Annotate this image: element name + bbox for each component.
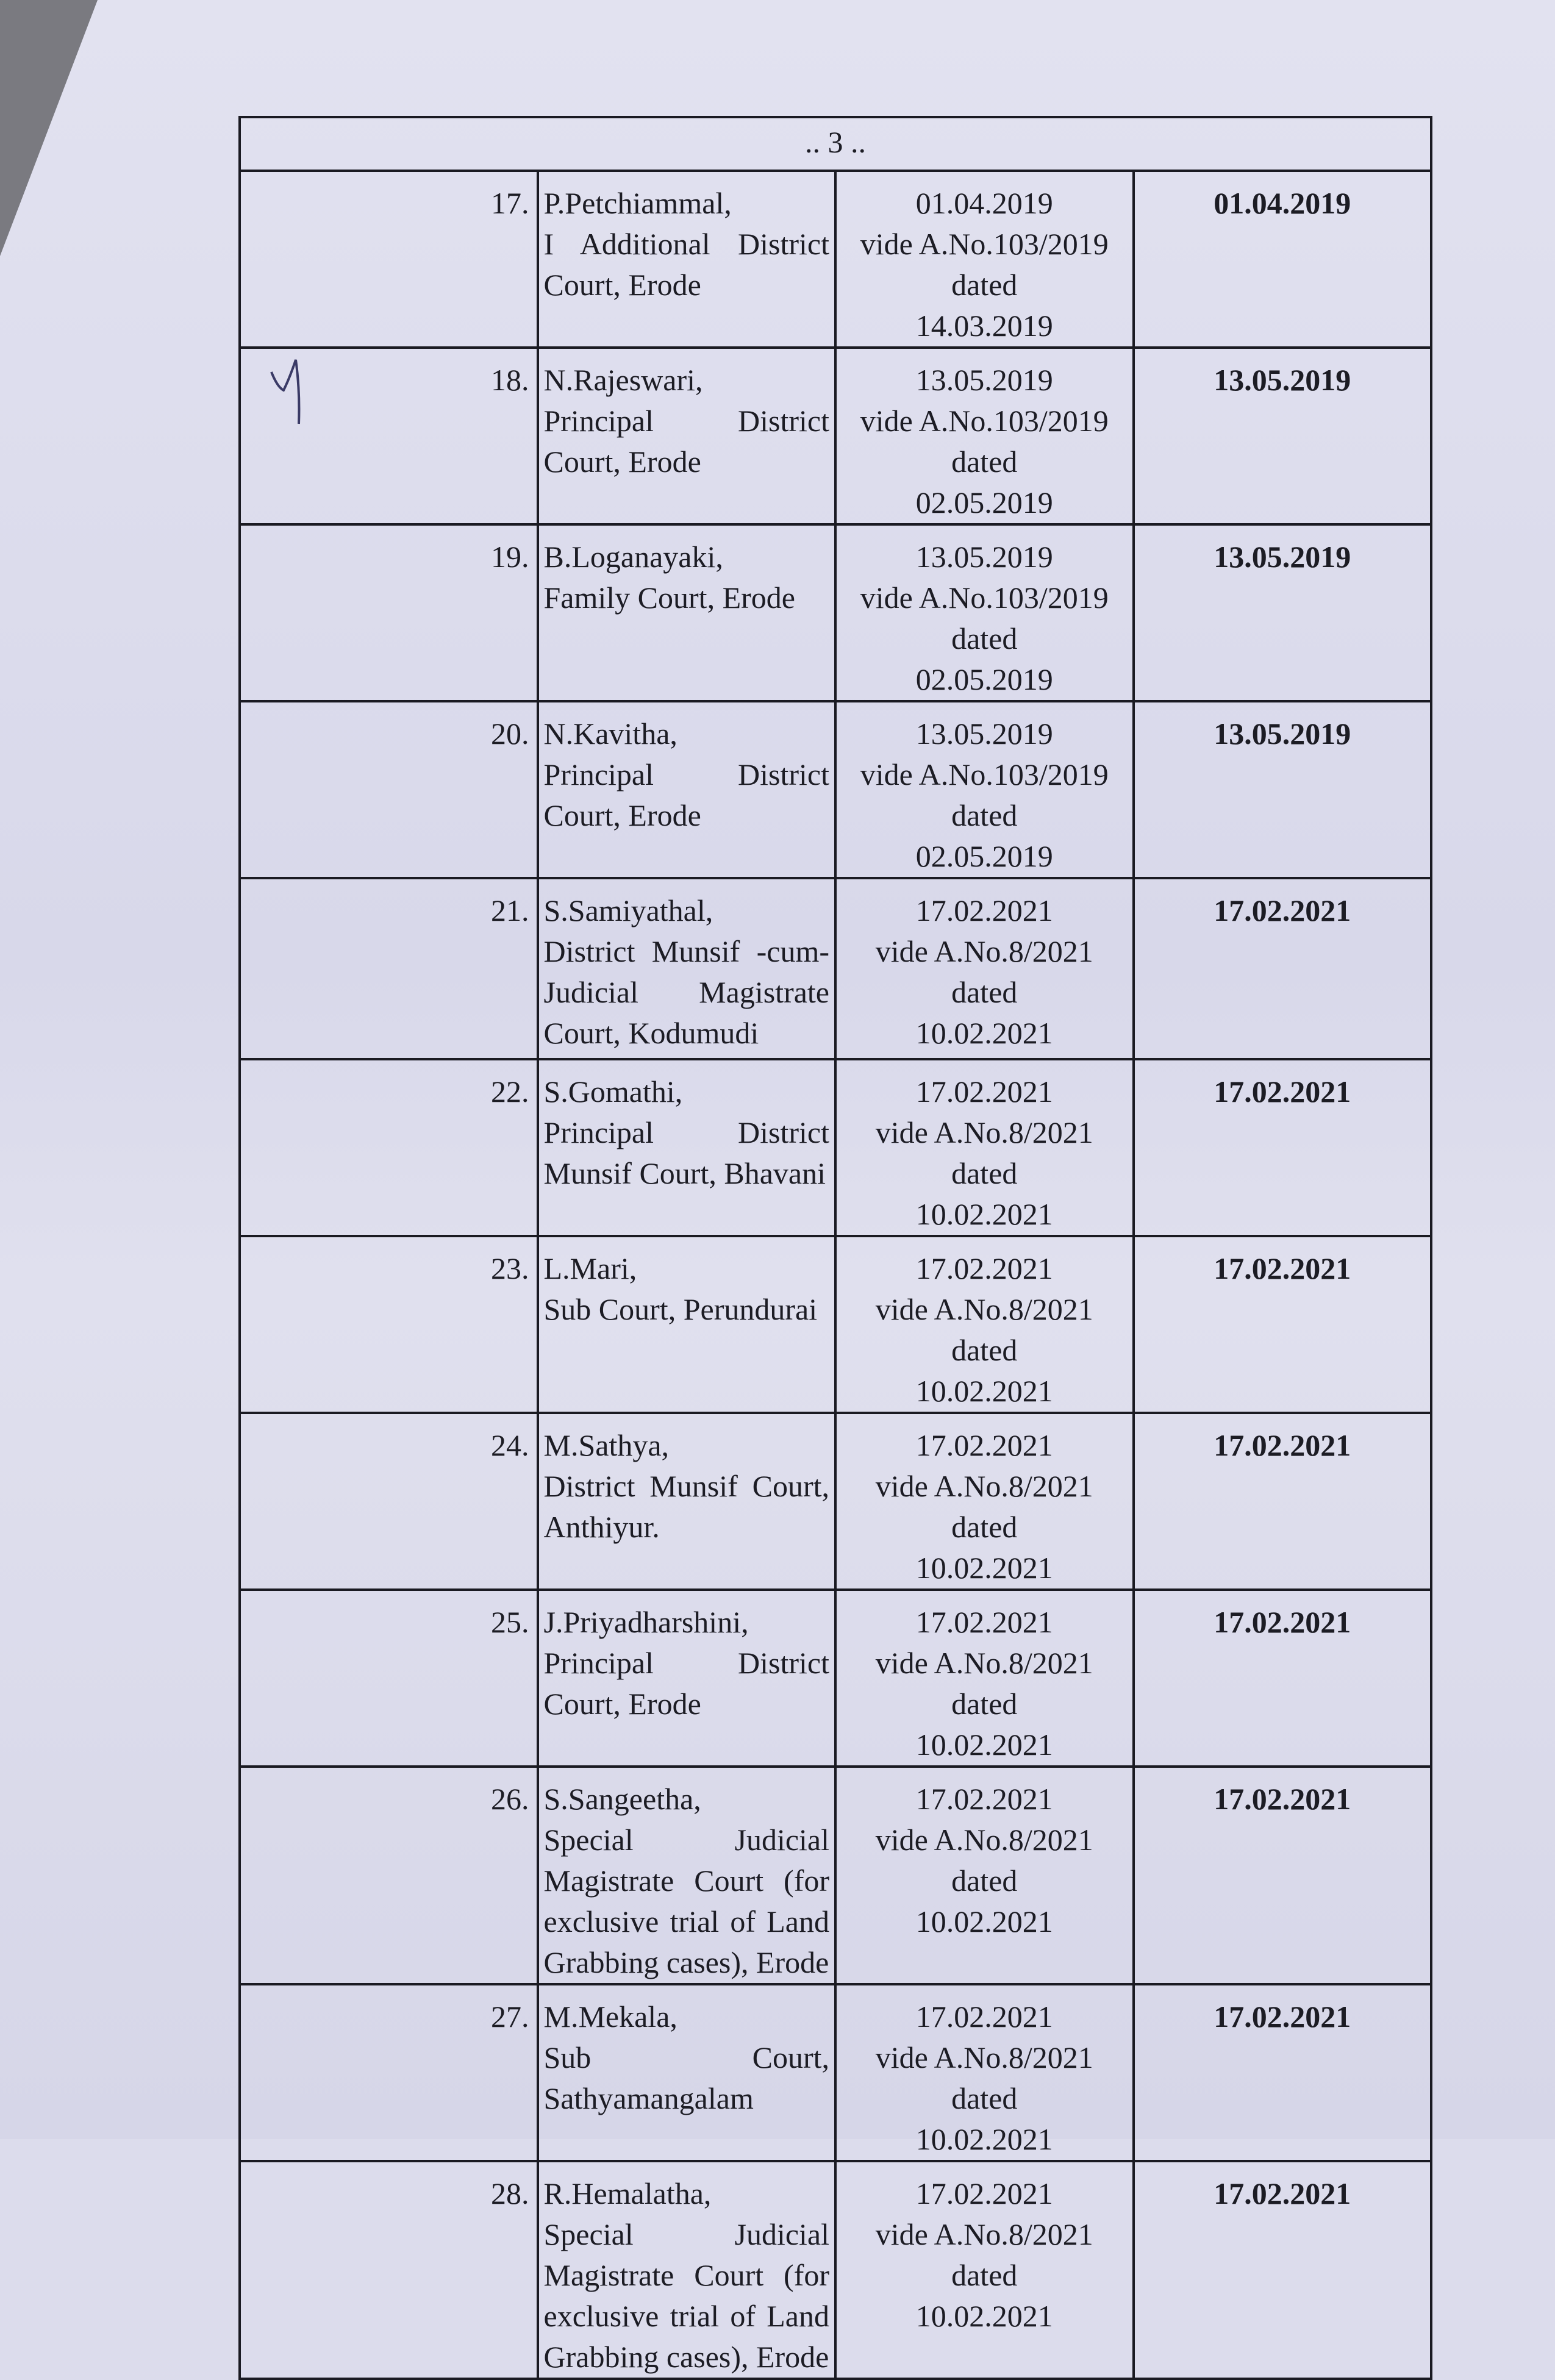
order-cell — [835, 348, 1134, 524]
serial-number: 25. — [240, 1590, 538, 1767]
serial-number: 17. — [240, 171, 538, 348]
joining-date: 17.02.2021 — [1134, 1236, 1432, 1413]
order-cell — [835, 171, 1134, 348]
table-header-row — [240, 117, 1431, 171]
table-row — [240, 1059, 1431, 1236]
order-reference: vide A.No.103/2019 dated — [860, 581, 1109, 656]
table-row — [240, 171, 1431, 348]
serial-number: 24. — [240, 1413, 538, 1590]
table-row — [240, 1767, 1431, 1984]
serial-number: 26. — [240, 1767, 538, 1984]
joining-date: 13.05.2019 — [1134, 701, 1432, 878]
court-name: Principal District Munsif Court, Bhavani — [543, 1115, 829, 1190]
order-date: 10.02.2021 — [915, 2299, 1053, 2333]
court-name: Sub Court, Perundurai — [543, 1292, 818, 1326]
order-reference: vide A.No.103/2019 dated — [860, 757, 1109, 832]
court-name: I Additional District Court, Erode — [543, 227, 829, 302]
folded-corner — [0, 0, 98, 256]
serial-number: 18. — [240, 348, 538, 524]
officer-name: L.Mari, — [543, 1251, 637, 1285]
officer-cell — [538, 878, 836, 1059]
serial-number: 28. — [240, 2161, 538, 2379]
order-cell — [835, 878, 1134, 1059]
serial-number: 23. — [240, 1236, 538, 1413]
joining-date: 17.02.2021 — [1134, 1590, 1432, 1767]
court-name: Sub Court, Sathyamangalam — [543, 2040, 829, 2115]
table-row — [240, 701, 1431, 878]
officer-cell — [538, 1236, 836, 1413]
effective-date: 13.05.2019 — [915, 363, 1053, 397]
effective-date: 17.02.2021 — [915, 1074, 1053, 1109]
order-cell — [835, 2161, 1134, 2379]
joining-date: 17.02.2021 — [1134, 878, 1432, 1059]
order-reference: vide A.No.103/2019 dated — [860, 227, 1109, 302]
court-name: Principal District Court, Erode — [543, 404, 829, 479]
order-cell — [835, 1413, 1134, 1590]
page-marker: .. 3 .. — [240, 117, 1431, 171]
officer-name: J.Priyadharshini, — [543, 1605, 749, 1639]
order-reference: vide A.No.8/2021 dated — [875, 1646, 1093, 1721]
effective-date: 17.02.2021 — [915, 1999, 1053, 2034]
order-reference: vide A.No.8/2021 dated — [875, 1823, 1093, 1898]
court-name: District Munsif Court, Anthiyur. — [543, 1469, 829, 1544]
officer-name: B.Loganayaki, — [543, 540, 723, 574]
order-date: 10.02.2021 — [915, 1197, 1053, 1231]
order-cell — [835, 701, 1134, 878]
table-row — [240, 524, 1431, 701]
serial-number: 20. — [240, 701, 538, 878]
court-name: Principal District Court, Erode — [543, 1646, 829, 1721]
effective-date: 17.02.2021 — [915, 1251, 1053, 1285]
officer-name: S.Samiyathal, — [543, 893, 713, 927]
officer-cell — [538, 2161, 836, 2379]
officer-cell — [538, 1059, 836, 1236]
table-row — [240, 2161, 1431, 2379]
court-name: District Munsif -cum- Judicial Magistrate Court, Kodumudi — [543, 934, 829, 1050]
order-date: 10.02.2021 — [915, 1551, 1053, 1585]
officer-name: R.Hemalatha, — [543, 2176, 712, 2210]
officer-name: N.Rajeswari, — [543, 363, 703, 397]
effective-date: 17.02.2021 — [915, 1428, 1053, 1462]
effective-date: 13.05.2019 — [915, 540, 1053, 574]
joining-date: 01.04.2019 — [1134, 171, 1432, 348]
handwritten-tick-icon — [268, 354, 305, 427]
order-reference: vide A.No.8/2021 dated — [875, 1115, 1093, 1190]
officer-name: S.Sangeetha, — [543, 1782, 701, 1816]
officer-cell — [538, 701, 836, 878]
table-row — [240, 1413, 1431, 1590]
officer-name: N.Kavitha, — [543, 717, 677, 751]
order-reference: vide A.No.8/2021 dated — [875, 2217, 1093, 2292]
order-reference: vide A.No.103/2019 dated — [860, 404, 1109, 479]
order-cell — [835, 1767, 1134, 1984]
table-row — [240, 348, 1431, 524]
order-reference: vide A.No.8/2021 dated — [875, 2040, 1093, 2115]
order-date: 14.03.2019 — [915, 309, 1053, 343]
court-name: Special Judicial Magistrate Court (for exclusive trial of Land Grabbing cases), Erode — [543, 2217, 829, 2374]
serial-number: 27. — [240, 1984, 538, 2161]
order-reference: vide A.No.8/2021 dated — [875, 1469, 1093, 1544]
effective-date: 01.04.2019 — [915, 186, 1053, 220]
order-date: 02.05.2019 — [915, 662, 1053, 696]
officer-name: P.Petchiammal, — [543, 186, 732, 220]
joining-date: 13.05.2019 — [1134, 524, 1432, 701]
officer-name: S.Gomathi, — [543, 1074, 683, 1109]
order-cell — [835, 524, 1134, 701]
order-date: 10.02.2021 — [915, 1728, 1053, 1762]
officer-cell — [538, 1413, 836, 1590]
joining-date: 13.05.2019 — [1134, 348, 1432, 524]
order-reference: vide A.No.8/2021 dated — [875, 934, 1093, 1009]
appointments-table — [238, 116, 1432, 2380]
officer-cell — [538, 1984, 836, 2161]
order-cell — [835, 1059, 1134, 1236]
effective-date: 13.05.2019 — [915, 717, 1053, 751]
effective-date: 17.02.2021 — [915, 1782, 1053, 1816]
order-cell — [835, 1984, 1134, 2161]
table-row — [240, 878, 1431, 1059]
effective-date: 17.02.2021 — [915, 1605, 1053, 1639]
joining-date: 17.02.2021 — [1134, 1767, 1432, 1984]
serial-number: 22. — [240, 1059, 538, 1236]
order-cell — [835, 1236, 1134, 1413]
joining-date: 17.02.2021 — [1134, 1984, 1432, 2161]
joining-date: 17.02.2021 — [1134, 1413, 1432, 1590]
order-date: 10.02.2021 — [915, 2122, 1053, 2156]
table-row — [240, 1590, 1431, 1767]
serial-number: 19. — [240, 524, 538, 701]
effective-date: 17.02.2021 — [915, 893, 1053, 927]
order-date: 10.02.2021 — [915, 1016, 1053, 1050]
order-date: 02.05.2019 — [915, 485, 1053, 520]
officer-name: M.Mekala, — [543, 1999, 677, 2034]
officer-cell — [538, 1590, 836, 1767]
court-name: Family Court, Erode — [543, 581, 795, 615]
joining-date: 17.02.2021 — [1134, 1059, 1432, 1236]
officer-name: M.Sathya, — [543, 1428, 670, 1462]
joining-date: 17.02.2021 — [1134, 2161, 1432, 2379]
order-cell — [835, 1590, 1134, 1767]
order-date: 10.02.2021 — [915, 1904, 1053, 1939]
table-row — [240, 1984, 1431, 2161]
order-date: 10.02.2021 — [915, 1374, 1053, 1408]
officer-cell — [538, 1767, 836, 1984]
officer-cell — [538, 348, 836, 524]
officer-cell — [538, 524, 836, 701]
table-row — [240, 1236, 1431, 1413]
court-name: Principal District Court, Erode — [543, 757, 829, 832]
order-date: 02.05.2019 — [915, 839, 1053, 873]
effective-date: 17.02.2021 — [915, 2176, 1053, 2210]
order-reference: vide A.No.8/2021 dated — [875, 1292, 1093, 1367]
court-name: Special Judicial Magistrate Court (for exclusive trial of Land Grabbing cases), Erode — [543, 1823, 829, 1979]
serial-number: 21. — [240, 878, 538, 1059]
officer-cell — [538, 171, 836, 348]
